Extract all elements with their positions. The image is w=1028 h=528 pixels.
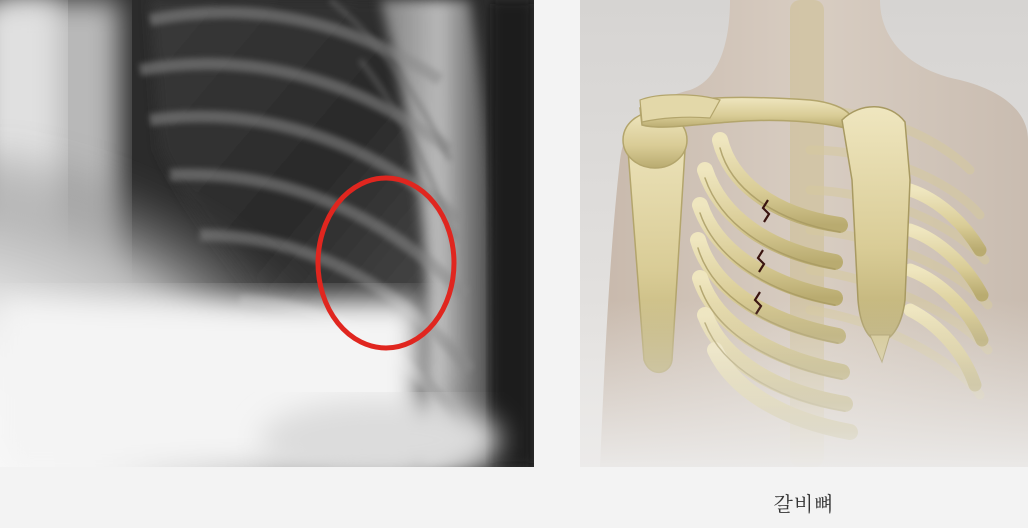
illustration-svg xyxy=(580,0,1028,467)
illustration-caption: 갈비뼈 xyxy=(773,492,835,516)
rib-fracture-illustration xyxy=(580,0,1028,467)
chest-xray-image xyxy=(0,0,534,467)
xray-svg xyxy=(0,0,534,467)
